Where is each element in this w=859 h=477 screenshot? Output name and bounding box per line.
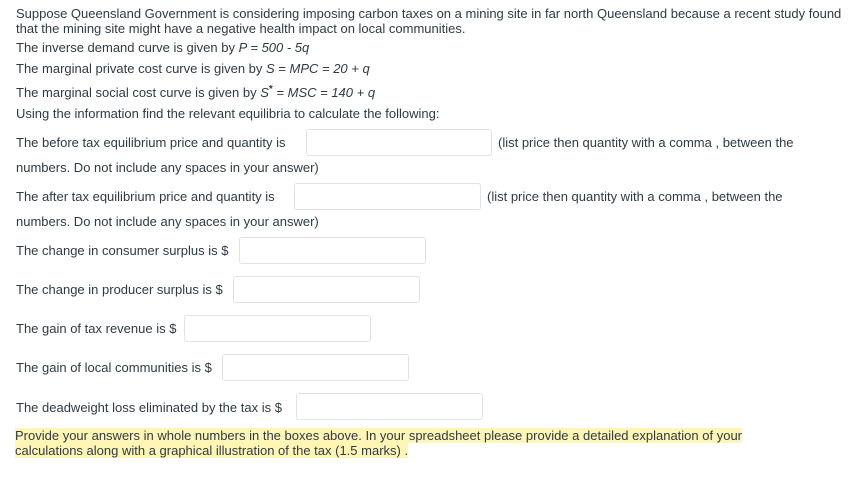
- instruction-text: Using the information find the relevant equilibria to calculate the following:: [16, 106, 440, 121]
- mpc-line: [16, 61, 851, 76]
- consumer-surplus-label: The change in consumer surplus is $: [16, 243, 229, 258]
- instructions-note-text: Provide your answers in whole numbers in the boxes above. In your spreadsheet please provide a detailed explanation of your calculations along with a graphical illustration of the tax (1.5 marks) .: [15, 428, 742, 458]
- question-intro: [16, 6, 851, 121]
- mpc-label: The marginal private cost curve is given by: [16, 61, 266, 76]
- instructions-note: [15, 428, 790, 458]
- after-tax-input[interactable]: [294, 183, 481, 210]
- demand-line: [16, 40, 851, 55]
- before-tax-hint-cont: numbers. Do not include any spaces in your answer): [16, 160, 319, 175]
- demand-label: The inverse demand curve is given by: [16, 40, 239, 55]
- msc-star: *: [268, 84, 273, 95]
- local-communities-input[interactable]: [222, 354, 409, 381]
- before-tax-hint: (list price then quantity with a comma , between the: [498, 135, 794, 150]
- before-tax-label: The before tax equilibrium price and quantity is: [16, 135, 286, 150]
- tax-revenue-input[interactable]: [184, 315, 371, 342]
- producer-surplus-input[interactable]: [233, 276, 420, 303]
- local-communities-label: The gain of local communities is $: [16, 360, 212, 375]
- mpc-equation: S = MPC = 20 + q: [266, 61, 370, 76]
- deadweight-loss-label: The deadweight loss eliminated by the tax is $: [16, 400, 282, 415]
- producer-surplus-label: The change in producer surplus is $: [16, 282, 223, 297]
- demand-equation: P = 500 - 5q: [238, 40, 310, 55]
- deadweight-loss-input[interactable]: [296, 393, 483, 420]
- msc-s: S: [260, 85, 269, 100]
- before-tax-input[interactable]: [306, 129, 492, 156]
- after-tax-hint: (list price then quantity with a comma , between the: [487, 189, 783, 204]
- after-tax-label: The after tax equilibrium price and quantity is: [16, 189, 275, 204]
- scenario-text: Suppose Queensland Government is considering imposing carbon taxes on a mining site in far north Queensland because a recent study found that the mining site might have a negative health impact on local communities.: [16, 6, 842, 36]
- tax-revenue-label: The gain of tax revenue is $: [16, 321, 177, 336]
- msc-equation: = MSC = 140 + q: [272, 85, 376, 100]
- msc-label: The marginal social cost curve is given by: [16, 85, 261, 100]
- after-tax-hint-cont: numbers. Do not include any spaces in your answer): [16, 214, 319, 229]
- msc-line: [16, 85, 851, 100]
- consumer-surplus-input[interactable]: [239, 237, 426, 264]
